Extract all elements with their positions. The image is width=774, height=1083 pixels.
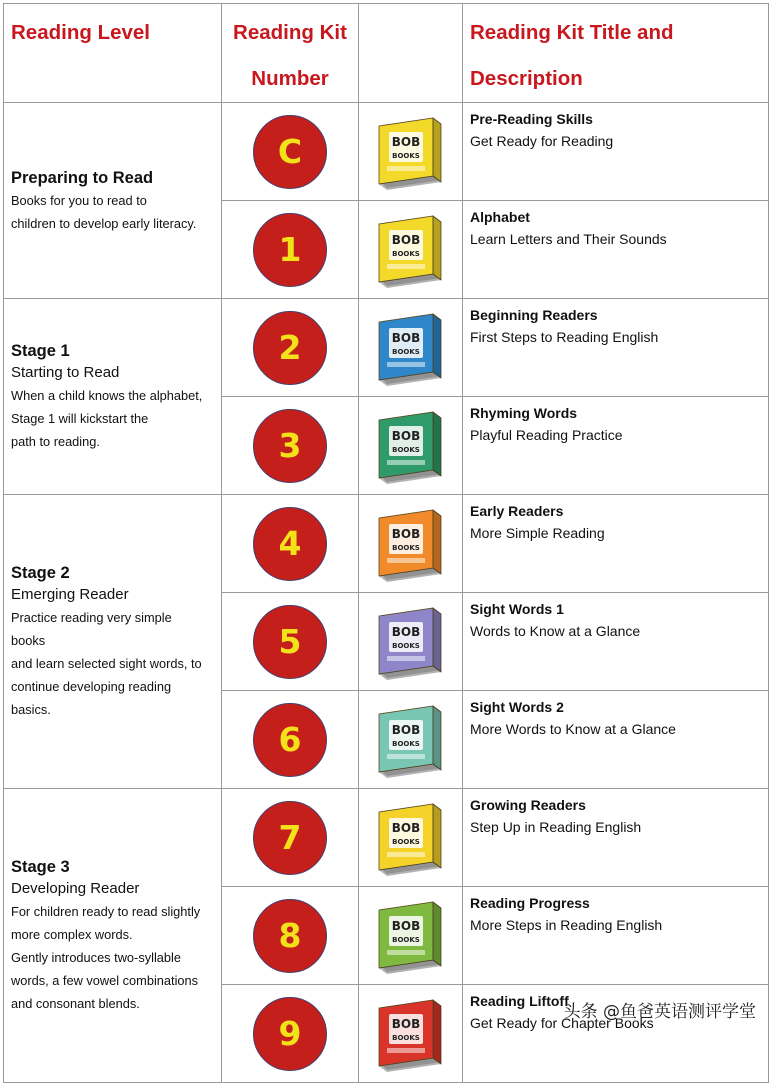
bob-books-box-icon <box>375 800 447 876</box>
kit-description-cell <box>463 103 769 201</box>
kit-description: First Steps to Reading English <box>470 329 659 345</box>
svg-text:BOOKS: BOOKS <box>391 837 420 846</box>
level-description-line: path to reading. <box>11 434 100 449</box>
kit-description-cell <box>463 593 769 691</box>
kit-box-cell <box>359 299 463 397</box>
level-title: Stage 1 <box>11 342 70 360</box>
bob-books-box-icon <box>375 114 447 190</box>
kit-box-cell <box>359 691 463 789</box>
kit-box-cell <box>359 789 463 887</box>
kit-description: Learn Letters and Their Sounds <box>470 231 667 247</box>
bob-books-box-icon <box>375 604 447 680</box>
kit-box-cell <box>359 201 463 299</box>
kit-number-badge: 1 <box>253 213 327 287</box>
svg-text:BOOKS: BOOKS <box>391 641 420 650</box>
table-row <box>4 103 769 201</box>
kit-description: More Simple Reading <box>470 525 605 541</box>
header-title-description: Reading Kit Title and Description <box>463 4 769 103</box>
kit-number-cell <box>222 299 359 397</box>
kit-description-cell <box>463 299 769 397</box>
svg-text:BOOKS: BOOKS <box>391 151 420 160</box>
level-description-line: books <box>11 633 46 648</box>
header-reading-level: Reading Level <box>4 4 222 103</box>
level-description-line: more complex words. <box>11 927 133 942</box>
kit-description-cell <box>463 495 769 593</box>
reading-level-cell <box>4 789 222 1083</box>
kit-number-badge: 6 <box>253 703 327 777</box>
kit-title: Alphabet <box>470 209 530 225</box>
table-row <box>4 789 769 887</box>
level-description-line: Practice reading very simple <box>11 610 172 625</box>
reading-level-cell <box>4 103 222 299</box>
header-box-image <box>359 4 463 103</box>
svg-text:BOB: BOB <box>391 428 420 443</box>
svg-text:BOOKS: BOOKS <box>391 1033 420 1042</box>
kit-title: Sight Words 2 <box>470 699 564 715</box>
kit-number-cell <box>222 201 359 299</box>
kit-title: Growing Readers <box>470 797 586 813</box>
kit-description-cell <box>463 691 769 789</box>
kit-number-badge: 5 <box>253 605 327 679</box>
kit-box-cell <box>359 887 463 985</box>
kit-title: Reading Liftoff <box>470 993 569 1009</box>
level-description-line: and learn selected sight words, to <box>11 656 202 671</box>
level-description-line: Books for you to read to <box>11 192 147 208</box>
kit-number-badge: 9 <box>253 997 327 1071</box>
kit-title: Pre-Reading Skills <box>470 111 593 127</box>
kit-description-cell <box>463 201 769 299</box>
kit-number-badge: 3 <box>253 409 327 483</box>
kit-number-cell <box>222 789 359 887</box>
bob-books-box-icon <box>375 506 447 582</box>
svg-text:BOB: BOB <box>391 1016 420 1031</box>
kit-number-badge: 7 <box>253 801 327 875</box>
kit-description-cell <box>463 887 769 985</box>
svg-text:BOB: BOB <box>391 918 420 933</box>
kit-description: More Words to Know at a Glance <box>470 721 676 737</box>
kit-description-cell <box>463 397 769 495</box>
watermark: 头条 @鱼爸英语测评学堂 <box>563 1002 756 1022</box>
kit-description-cell <box>463 789 769 887</box>
table-row <box>4 495 769 593</box>
kit-number-cell <box>222 985 359 1083</box>
level-subtitle: Starting to Read <box>11 364 120 381</box>
level-description-line: continue developing reading <box>11 679 172 694</box>
kit-description: Get Ready for Reading <box>470 133 614 149</box>
kit-number-cell <box>222 887 359 985</box>
bob-books-box-icon <box>375 996 447 1072</box>
level-subtitle: Emerging Reader <box>11 586 129 603</box>
table-row <box>4 299 769 397</box>
svg-text:BOB: BOB <box>391 526 420 541</box>
kit-number-cell <box>222 593 359 691</box>
bob-books-box-icon <box>375 212 447 288</box>
kit-number-cell <box>222 397 359 495</box>
kit-title: Beginning Readers <box>470 307 598 323</box>
svg-text:BOB: BOB <box>391 820 420 835</box>
level-description-line: Stage 1 will kickstart the <box>11 411 149 426</box>
kit-box-cell <box>359 593 463 691</box>
kit-title: Early Readers <box>470 503 564 519</box>
kit-description: Playful Reading Practice <box>470 427 623 443</box>
svg-text:BOOKS: BOOKS <box>391 445 420 454</box>
level-description-line: Gently introduces two-syllable <box>11 950 181 965</box>
level-description-line: For children ready to read slightly <box>11 904 201 919</box>
svg-text:BOB: BOB <box>391 330 420 345</box>
header-row <box>4 4 769 103</box>
kit-description: Get Ready for Chapter Books <box>470 1015 654 1031</box>
reading-level-cell <box>4 299 222 495</box>
level-description-line: When a child knows the alphabet, <box>11 388 203 403</box>
kit-description: Words to Know at a Glance <box>470 623 641 639</box>
bob-books-box-icon <box>375 702 447 778</box>
level-description-line: children to develop early literacy. <box>11 215 197 231</box>
level-subtitle: Developing Reader <box>11 880 140 897</box>
kit-box-cell <box>359 495 463 593</box>
svg-text:BOB: BOB <box>391 232 420 247</box>
level-description-line: words, a few vowel combinations <box>11 973 199 988</box>
kit-title: Reading Progress <box>470 895 590 911</box>
kit-number-cell <box>222 103 359 201</box>
kit-description: Step Up in Reading English <box>470 819 642 835</box>
kit-box-cell <box>359 397 463 495</box>
level-description-line: and consonant blends. <box>11 996 140 1011</box>
bob-books-box-icon <box>375 898 447 974</box>
header-kit-number: Reading Kit Number <box>222 4 359 103</box>
kit-number-cell <box>222 495 359 593</box>
kit-number-badge: C <box>253 115 327 189</box>
svg-text:BOB: BOB <box>391 134 420 149</box>
bob-books-box-icon <box>375 408 447 484</box>
kit-number-badge: 2 <box>253 311 327 385</box>
kit-number-badge: 4 <box>253 507 327 581</box>
level-title: Stage 3 <box>11 858 70 876</box>
kit-description: More Steps in Reading English <box>470 917 663 933</box>
svg-text:BOB: BOB <box>391 624 420 639</box>
bob-books-box-icon <box>375 310 447 386</box>
reading-kit-table <box>3 3 769 1083</box>
kit-number-cell <box>222 691 359 789</box>
svg-text:BOOKS: BOOKS <box>391 249 420 258</box>
kit-number-badge: 8 <box>253 899 327 973</box>
svg-text:BOOKS: BOOKS <box>391 935 420 944</box>
svg-text:BOOKS: BOOKS <box>391 347 420 356</box>
svg-text:BOOKS: BOOKS <box>391 543 420 552</box>
kit-title: Sight Words 1 <box>470 601 564 617</box>
level-description-line: basics. <box>11 702 51 717</box>
kit-box-cell <box>359 103 463 201</box>
svg-text:BOB: BOB <box>391 722 420 737</box>
reading-level-cell <box>4 495 222 789</box>
kit-title: Rhyming Words <box>470 405 578 421</box>
kit-box-cell <box>359 985 463 1083</box>
level-title: Stage 2 <box>11 564 70 582</box>
svg-text:BOOKS: BOOKS <box>391 739 420 748</box>
level-title: Preparing to Read <box>11 168 154 187</box>
